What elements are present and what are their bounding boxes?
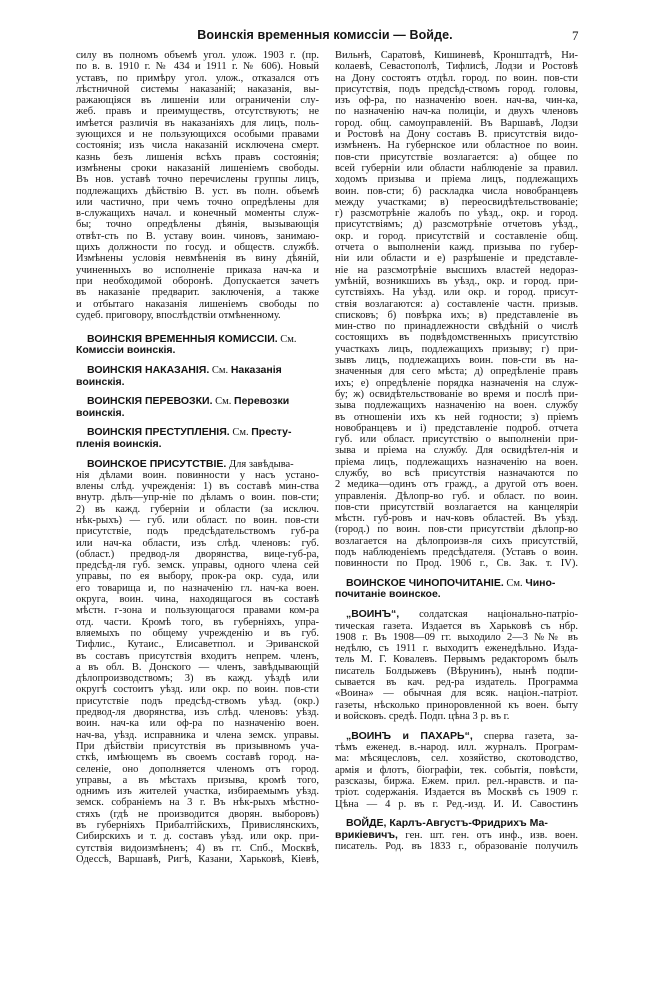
entry-text: См. — [209, 365, 231, 377]
entry-heading-text: ВОИНСКОЕ ЧИНОПОЧИТАНІЕ. — [346, 577, 504, 590]
text-line: Цѣна — 4 р. въ г. Ред.-изд. И. И. Савостинъ — [335, 798, 578, 810]
text-line: ходомъ призыва и пріема лицъ, подлежащихъ — [335, 174, 578, 186]
text-line: подлежащихъ дѣйствію В. уст. въ полн. объемѣ — [76, 185, 319, 197]
text-line: отд. части. Кромѣ того, въ губерніяхъ, упра- — [76, 616, 319, 628]
text-line: нач-ва, уѣзд. исправника и члена земск. управы. — [76, 729, 319, 741]
entry-heading-text: почитаніе воинское. — [335, 588, 441, 601]
text-line — [76, 459, 319, 470]
text-line: бу; ж) освидѣтельствованіе во время и послѣ при- — [335, 388, 578, 400]
text-line: влены слѣд. учрежденія: 1) въ составѣ мин-ства — [76, 481, 319, 493]
text-line: ихъ; е) опредѣленіе порядка назначенія на служ- — [335, 377, 578, 389]
text-line: округа, воин. чина, находящагося въ составѣ — [76, 594, 319, 606]
text-line: жеб. правъ и преимуществъ, отсутствуютъ; не — [76, 106, 319, 118]
entry-text: См. — [212, 396, 235, 408]
text-line: въ составъ присутствія входитъ непрем. членъ, — [76, 650, 319, 662]
text-line: по назначенію нач-ка полиціи, и двухъ членовъ — [335, 106, 578, 118]
text-line — [335, 589, 578, 600]
encyclopedia-entry — [335, 731, 578, 810]
text-line: лѣстничной системы наказаній; наказанія, вы- — [76, 83, 319, 95]
text-line: и отбытаго наказанія лишеніемъ свободы по — [76, 298, 319, 310]
encyclopedia-entry — [76, 334, 319, 357]
text-line: сутствія видоизмѣненъ; 4) въ гг. Спб., Москвѣ, — [76, 842, 319, 854]
text-line: присутствія, подъ предсѣд-ствомъ город. головы, — [335, 83, 578, 95]
text-line: а въ обл. В. Донского — членъ, завѣдывающій — [76, 661, 319, 673]
text-line: тѣмъ еженед. в.-народ. илл. журналъ. Програм- — [335, 742, 578, 754]
text-line: измѣненъ. На губернское или областное по воин. — [335, 140, 578, 152]
text-line: тріот. содержанія. Издается въ Москвѣ съ 1909 г. — [335, 787, 578, 799]
text-line: зыва подлежащихъ назначенію на воен. службу — [335, 400, 578, 412]
entry-heading-text: воинскія. — [76, 375, 125, 388]
text-line: присутствіямъ; д) разсмотрѣніе отчетовъ уѣзд., — [335, 219, 578, 231]
text-line: предвод-ля дворянства, изъ слѣд. членовъ: уѣзд. — [76, 707, 319, 719]
text-line: службу, во всѣ присутствія назначаются по — [335, 467, 578, 479]
text-line: щихъ должности по госуд. и обществ. службѣ. — [76, 242, 319, 254]
text-line: воин. нач-ка или оф-ра по назначенію воен. — [76, 718, 319, 730]
text-line: селеніе, оно дополняется членомъ отъ город. — [76, 763, 319, 775]
text-line — [76, 408, 319, 419]
text-line: повинности по Прод. 1906 г., Св. Зак. т. IV). — [335, 558, 578, 570]
text-line: изъ оф-ра, по назначенію воен. нач-ва, чин-ка, — [335, 95, 578, 107]
text-line: недѣлю, съ 1911 г. выходитъ еженедѣльно. Изда- — [335, 643, 578, 655]
text-line: уставъ, по примѣру угол. улож., отказался отъ — [76, 72, 319, 84]
text-line: ніи или области и е) разрѣшеніе и представле- — [335, 253, 578, 265]
entry-text: См. — [229, 427, 252, 439]
text-line: однимъ изъ жителей участка, избираемымъ уѣзд. — [76, 786, 319, 798]
encyclopedia-entry — [76, 396, 319, 419]
text-line: въ отношеніи ихъ къ ней годности; з) пріемъ — [335, 411, 578, 423]
text-line: состоянія; изъ числа наказаній исключена смерт. — [76, 140, 319, 152]
text-line: (област.) предвод-ля дворянства, вице-губ-ра, — [76, 548, 319, 560]
entry-heading-text: „ВОИНЪ и ПАХАРЬ“, — [346, 729, 473, 742]
text-line: Измѣнены условія невмѣненія въ вину дѣяній, — [76, 253, 319, 265]
entry-heading-text: воинскія. — [76, 406, 125, 419]
text-line: учиненныхъ во исполненіе приказа нач-ка и — [76, 264, 319, 276]
entry-heading-text: ВОЙДЕ, Карлъ-Августъ-Фридрихъ Ма- — [346, 817, 548, 830]
text-line: участкахъ лицъ, подлежащихъ призыву; г) при- — [335, 343, 578, 355]
text-line — [76, 439, 319, 450]
text-line: При дѣйствіи присутствія въ призывномъ уча- — [76, 740, 319, 752]
entry-text: См. — [503, 578, 526, 590]
text-line: газеты, нѣсколько приноровленной къ воен. быту — [335, 699, 578, 711]
page-number: 7 — [572, 28, 579, 43]
entry-text: См. — [277, 334, 297, 346]
text-line: внутр. дѣлъ—упр-ніе по дѣламъ о воин. пов-сти; — [76, 492, 319, 504]
text-line: отвѣт-сть по В. уставу воин. чиновъ, занимаю- — [76, 230, 319, 242]
text-line: и Ростовѣ на Дону составъ В. присутствія видо- — [335, 129, 578, 141]
text-line: ніе на разсмотрѣніе высшихъ властей недораз- — [335, 264, 578, 276]
text-line: окр. и город. присутствій и составленіе общ. — [335, 230, 578, 242]
text-line — [76, 377, 319, 388]
entry-heading-text: врикіевичъ, — [335, 828, 398, 841]
text-line: казнь безъ лишенія всѣхъ правъ состоянія; — [76, 151, 319, 163]
text-line: управы, а въ мѣстахъ призыва, кромѣ того, — [76, 774, 319, 786]
text-line: или нач-ка области, изъ слѣд. членовъ: губ. — [76, 537, 319, 549]
entry-continuation — [76, 50, 319, 321]
text-line: судеб. приговору, впослѣдствіи отмѣненному. — [76, 309, 281, 321]
encyclopedia-entry — [76, 427, 319, 450]
text-line: имѣется различія въ наказаніяхъ для лицъ, поль- — [76, 117, 319, 129]
text-line: Въ нов. уставѣ точно перечислены группы лицъ, — [76, 174, 319, 186]
entry-heading-text: „ВОИНЪ“, — [346, 608, 400, 621]
text-line: город. общ. самоуправленій. Въ Варшавѣ, Лодзи — [335, 117, 578, 129]
text-line: мин-ство по принадлежности свѣдѣній о числѣ — [335, 321, 578, 333]
text-line: по в. в. 1910 г. № 434 и 1911 г. № 606). Новый — [76, 61, 319, 73]
text-line: тическая газета. Издается въ Харьковѣ съ нбр. — [335, 620, 578, 632]
text-line: (город.) по воин. пов-сти присутствіи дѣлопр-во — [335, 524, 578, 536]
text-line: въ наказаніе предварит. заключенія, а также — [76, 287, 319, 299]
entry-heading-text: ВОИНСКІЯ НАКАЗАНІЯ. — [87, 364, 210, 377]
running-header — [0, 28, 650, 44]
text-line: Вильнѣ, Саратовѣ, Кишиневѣ, Кронштадтѣ, Ни- — [335, 50, 578, 61]
text-line: тель М. Г. Ковалевъ. Первымъ редакторомъ былъ — [335, 654, 578, 666]
text-line: г) разсмотрѣніе жалобъ по уѣзд., окр. и город. — [335, 208, 578, 220]
entry-heading-text: Комиссіи воинскія. — [76, 344, 176, 357]
text-line: мѣстн. г-зона и пользующагося правами ком-ра — [76, 605, 319, 617]
text-line: разсказы, биржа. Ежем. прил. рел.-нравств. и па- — [335, 775, 578, 787]
text-line: присутствіе, подъ предсѣдательствомъ губ-ра — [76, 526, 319, 538]
text-line: ма: мѣсяцесловъ, сел. хозяйство, скотоводство, — [335, 753, 578, 765]
entry-heading-text: Перевозки — [234, 395, 290, 408]
text-line: пов-сти присутствіе возлагается: а) общее по — [335, 151, 578, 163]
text-line: значенныя для сего мѣста; д) опредѣленіе правъ — [335, 366, 578, 378]
encyclopedia-entry — [76, 459, 319, 866]
text-line: пріема лицъ, подлежащихъ назначенію на воен. — [335, 456, 578, 468]
text-line: пов-сти присутствій возлагается на канцеляріи — [335, 501, 578, 513]
entry-heading-text: пленія воинскія. — [76, 437, 162, 450]
encyclopedia-entry — [335, 609, 578, 722]
text-line: в-служащихъ начал. и конечный моменты служ- — [76, 208, 319, 220]
entry-heading-text: Наказанія — [230, 364, 282, 377]
text-line: присутствіе подъ предсѣд-ствомъ уѣзд. (окр.) — [76, 695, 319, 707]
text-line: нѣк-рыхъ) — губ. или област. по воин. пов-сти — [76, 514, 319, 526]
text-line — [76, 345, 319, 356]
text-line: на Дону состоятъ отдѣл. город. по воин. пов-сти — [335, 72, 578, 84]
text-line: умѣній, возникшихъ въ уѣзд., окр. и город. при- — [335, 275, 578, 287]
text-line: состоящихъ въ подвѣдомственныхъ присутствію — [335, 332, 578, 344]
text-line: сутствіяхъ. На уѣзд. или окр. и город. присут- — [335, 287, 578, 299]
text-line: армія и флотъ, біографіи, тек. событія, повѣсти, — [335, 764, 578, 776]
text-line: 1908 г. Въ 1908—09 гг. выходило 2—3 №№ въ — [335, 631, 578, 643]
text-line: отчета о выполненіи кажд. призыва по губер- — [335, 242, 578, 254]
text-line: дѣлопроизводствомъ; 3) въ кажд. уѣздѣ или — [76, 673, 319, 685]
entry-heading-text: ВОИНСКОЕ ПРИСУТСТВІЕ. — [87, 457, 227, 470]
encyclopedia-entry — [335, 578, 578, 601]
text-line: «Воина» — обычная для всяк. націон.-патріот. — [335, 688, 578, 700]
encyclopedia-entry — [335, 818, 578, 852]
entry-text: Для завѣдыва- — [226, 458, 294, 470]
text-line: управы, по ея выбору, прок-ра окр. суда, или — [76, 571, 319, 583]
running-title: Воинскія временныя комиссіи — Войде. — [197, 28, 453, 42]
text-line: Тифлис., Кутаис., Елисаветпол. и Эриванской — [76, 639, 319, 651]
text-line: его товарища и, по назначенію гл. нач-ка воен. — [76, 582, 319, 594]
text-line: нія дѣлами воин. повинности у насъ устано- — [76, 469, 319, 481]
text-line: новобранцевъ и і) представленіе подроб. отчета — [335, 422, 578, 434]
text-line: ражающіяся въ лишеніи или ограниченіи слу- — [76, 95, 319, 107]
text-line: 2 медика—одинъ отъ гражд., а другой отъ воен. — [335, 479, 578, 491]
text-line: земск. собраніемъ на 3 г. Въ нѣк-рыхъ мѣстно- — [76, 797, 319, 809]
text-line — [335, 830, 578, 841]
text-line: стяхъ (гдѣ не производится дворян. выборовъ) — [76, 808, 319, 820]
text-line: ствія возлагаются: а) составленіе частн. призыв. — [335, 298, 578, 310]
text-line: колаевѣ, Севастополѣ, Тифлисѣ, Лодзи и Ростовѣ — [335, 61, 578, 73]
text-line: 2) въ кажд. губерніи и области (за исключ. — [76, 503, 319, 515]
text-line: измѣнены сроки наказаній лишеніемъ свободы. — [76, 162, 319, 174]
text-line: при необходимой оборонѣ. Допускается зачетъ — [76, 275, 319, 287]
entry-heading-text: ВОИНСКІЯ ВРЕМЕННЫЯ КОМИССІИ. — [87, 333, 278, 346]
text-line: бы; точно опредѣлены дѣянія, вызывающія — [76, 219, 319, 231]
text-line: Одессѣ, Варшавѣ, Ригѣ, Казани, Харьковѣ, Кіевѣ, — [76, 853, 319, 865]
text-line: писатель. Род. въ 1833 г., образованіе получилъ — [335, 840, 578, 852]
entry-continuation — [335, 50, 578, 570]
text-line — [335, 609, 578, 620]
text-line: губ. или област. присутствію о выполненіи при- — [335, 434, 578, 446]
left-column — [76, 50, 319, 865]
entry-text: ген. шт. ген. отъ инф., изв. воен. — [397, 829, 578, 841]
text-line: сткѣ, имѣющемъ въ своемъ составѣ город. на- — [76, 752, 319, 764]
text-line: Сибирскихъ и т. д. составъ уѣзд. или окр. при- — [76, 831, 319, 843]
text-line: возлагается на дѣлопроизв-ля сихъ присутствій, — [335, 535, 578, 547]
text-line: подъ наблюденіемъ предсѣдателя. (Уставъ о воин. — [335, 547, 578, 559]
text-line: всей губерніи или области наблюденіе за правил. — [335, 162, 578, 174]
entry-text: сперва газета, за- — [472, 730, 578, 742]
encyclopedia-entry — [76, 365, 319, 388]
text-line: вляемыхъ по общему учрежденію и въ губ. — [76, 627, 319, 639]
text-line: зыва и пріема на службу. Для освидѣтел-нія и — [335, 445, 578, 457]
text-line: списковъ; б) повѣрка ихъ; в) представленіе въ — [335, 309, 578, 321]
text-line: и войсковъ. средѣ. Подп. цѣна 3 р. въ г. — [335, 710, 510, 722]
text-line: мѣстн. губ-ровъ и нач-ковъ областей. Въ уѣзд. — [335, 513, 578, 525]
entry-heading-text: ВОИНСКІЯ ПРЕСТУПЛЕНІЯ. — [87, 426, 230, 439]
right-column — [335, 50, 578, 852]
text-line — [335, 731, 578, 742]
text-line: предсѣд-ля губ. земск. управы, одного члена сей — [76, 560, 319, 572]
text-line: или частично, при чемъ точно опредѣлены для — [76, 196, 319, 208]
text-line: округѣ состоитъ уѣзд. или окр. по воин. пов-сти — [76, 684, 319, 696]
text-line: сывается въ кач. ред-ра издатель. Программа — [335, 677, 578, 689]
text-line: въ губерніяхъ Прибалтійскихъ, Привислянскихъ, — [76, 820, 319, 831]
entry-text: солдатская національно-патріо- — [399, 609, 578, 621]
entry-heading-text: ВОИНСКІЯ ПЕРЕВОЗКИ. — [87, 395, 213, 408]
entry-heading-text: Чино- — [525, 577, 556, 590]
entry-heading-text: Престу- — [251, 426, 292, 439]
text-line: управленія. Дѣлопр-во губ. и област. по воин. — [335, 490, 578, 502]
text-line: воин. пов-сти; б) раскладка числа новобранцевъ — [335, 185, 578, 197]
text-line: писатель Болдыжевъ (Вѣрунинъ), нынѣ подпи- — [335, 665, 578, 677]
text-line: силу въ полномъ объемѣ угол. улож. 1903 г. (пр. — [76, 50, 319, 61]
text-line: зывъ лицъ, подлежащихъ воин. пов-сти въ на- — [335, 355, 578, 367]
text-line: между участками; в) переосвидѣтельствованіе; — [335, 196, 578, 208]
text-line: зующихся и не пользующихся особыми правами — [76, 129, 319, 141]
